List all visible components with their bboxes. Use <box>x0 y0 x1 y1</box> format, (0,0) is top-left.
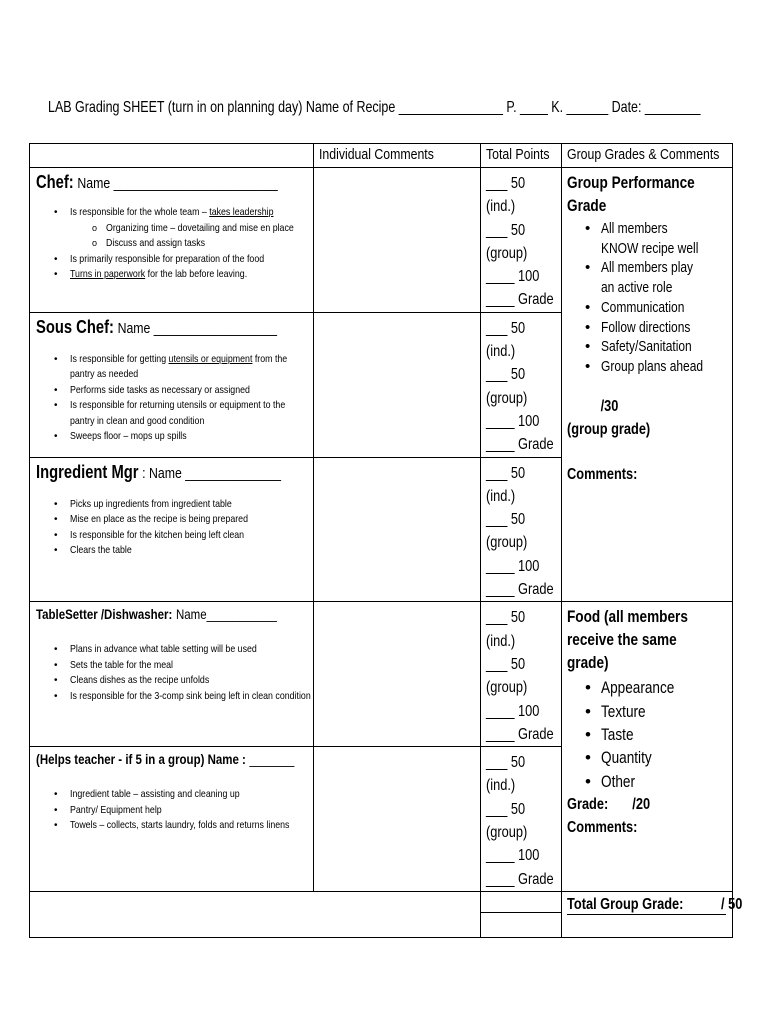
duty-item: • Performs side tasks as necessary or assigned <box>36 383 307 399</box>
duty-subitem: o Organizing time – dovetailing and mise en place <box>36 221 307 237</box>
food-title: Food (all members <box>567 607 688 627</box>
chef-points: ___ 50 (ind.) ___ 50 (group) ____ 100 ____ Grade <box>481 168 562 313</box>
group-performance-cell <box>562 168 733 602</box>
group-performance-list <box>567 219 732 377</box>
group-criterion: • Follow directions <box>567 318 732 338</box>
food-criterion: • Texture <box>567 700 732 723</box>
group-criterion: • Communication <box>567 298 732 318</box>
ingredient-mgr-title: Ingredient Mgr : Name ______________ <box>36 461 281 482</box>
grading-table <box>29 143 743 938</box>
group-criterion: • All members KNOW recipe well <box>567 219 732 258</box>
ingredient-mgr-cell <box>30 457 314 602</box>
food-criteria-list <box>567 676 732 792</box>
group-criterion: • Group plans ahead <box>567 357 732 377</box>
duty-item: • Is primarily responsible for preparation of the food <box>36 252 307 268</box>
role-row-chef <box>30 168 733 313</box>
duty-item: • Clears the table <box>36 543 307 559</box>
total-group-grade-value: / 50 <box>721 895 743 913</box>
duty-item: • Is responsible for the kitchen being left clean <box>36 528 307 544</box>
header-total-points: Total Points <box>481 144 562 168</box>
totals-blank-cell <box>30 891 481 937</box>
helper-comments-cell[interactable] <box>314 747 481 892</box>
duty-item: • Plans in advance what table setting will be used <box>36 642 307 658</box>
group-criterion: • All members play an active role <box>567 258 732 297</box>
group-performance-title: Group Performance <box>567 173 695 192</box>
duty-item: • Sets the table for the meal <box>36 658 307 674</box>
duty-item: • Is responsible for getting utensils or equipment from the pantry as needed <box>36 352 307 383</box>
duty-item: • Mise en place as the recipe is being prepared <box>36 512 307 528</box>
duty-item: • Turns in paperwork for the lab before leaving. <box>36 267 307 283</box>
duty-item: • Is responsible for returning utensils or equipment to the pantry in clean and good condition <box>36 398 307 429</box>
food-title-2: receive the same <box>567 630 677 650</box>
duty-item: • Pantry/ Equipment help <box>36 803 307 819</box>
role-row-tablesetter <box>30 602 733 747</box>
helper-cell <box>30 747 314 892</box>
group-performance-title-2: Grade <box>567 196 607 215</box>
duty-subitem: o Discuss and assign tasks <box>36 236 307 252</box>
duty-item: • Picks up ingredients from ingredient table <box>36 497 307 513</box>
group-score: /30 <box>600 397 619 415</box>
chef-duties <box>36 205 307 283</box>
chef-title: Chef: Name ________________________ <box>36 172 278 192</box>
helper-title: (Helps teacher - if 5 in a group) Name : _______ <box>36 751 295 768</box>
helper-duties <box>36 787 307 834</box>
header-row <box>30 144 733 168</box>
totals-row <box>30 891 733 937</box>
header-individual-comments: Individual Comments <box>314 144 481 168</box>
header-role-cell <box>30 144 314 168</box>
food-title-3: grade) <box>567 653 609 673</box>
sous-chef-duties <box>36 352 307 445</box>
group-criterion: • Safety/Sanitation <box>567 337 732 357</box>
header-group-grades: Group Grades & Comments <box>562 144 733 168</box>
group-score-label: (group grade) <box>567 420 651 438</box>
tablesetter-duties <box>36 642 311 704</box>
tablesetter-points: ___ 50 (ind.) ___ 50 (group) ____ 100 ____ Grade <box>481 602 562 747</box>
duty-item: • Towels – collects, starts laundry, folds and returns linens <box>36 818 307 834</box>
total-group-grade-cell <box>562 891 743 937</box>
food-cell <box>562 602 733 892</box>
duty-item: • Cleans dishes as the recipe unfolds <box>36 673 307 689</box>
duty-item: • Sweeps floor – mops up spills <box>36 429 307 445</box>
food-criterion: • Other <box>567 770 732 793</box>
tablesetter-comments-cell[interactable] <box>314 602 481 747</box>
food-criterion: • Appearance <box>567 676 732 699</box>
sous-chef-cell <box>30 312 314 457</box>
sous-chef-points: ___ 50 (ind.) ___ 50 (group) ____ 100 ____ Grade <box>481 312 562 457</box>
helper-points: ___ 50 (ind.) ___ 50 (group) ____ 100 ____ Grade <box>481 747 562 892</box>
page-title: LAB Grading SHEET (turn in on planning day) Name of Recipe _______________ P. ____ K. ______ Date: ________ <box>48 99 701 116</box>
ingredient-mgr-comments-cell[interactable] <box>314 457 481 602</box>
chef-cell <box>30 168 314 313</box>
chef-comments-cell[interactable] <box>314 168 481 313</box>
duty-item: • Ingredient table – assisting and cleaning up <box>36 787 307 803</box>
ingredient-mgr-points: ___ 50 (ind.) ___ 50 (group) ____ 100 ____ Grade <box>481 457 562 602</box>
sous-chef-title: Sous Chef: Name __________________ <box>36 316 277 337</box>
tablesetter-title: TableSetter /Dishwasher: Name___________ <box>36 606 277 623</box>
totals-points-cell <box>481 891 562 937</box>
group-comments-label: Comments: <box>567 465 638 483</box>
tablesetter-cell <box>30 602 314 747</box>
duty-item: • Is responsible for the 3-comp sink being left in clean condition <box>36 689 307 705</box>
total-group-grade-line <box>567 892 743 915</box>
food-comments-label: Comments: <box>567 818 638 836</box>
food-grade: Grade: /20 <box>567 795 651 813</box>
food-criterion: • Taste <box>567 723 732 746</box>
food-criterion: • Quantity <box>567 746 732 769</box>
duty-item: • Is responsible for the whole team – takes leadership <box>36 205 307 221</box>
ingredient-mgr-duties <box>36 497 307 559</box>
total-group-grade-label: Total Group Grade: <box>567 895 684 913</box>
sous-chef-comments-cell[interactable] <box>314 312 481 457</box>
